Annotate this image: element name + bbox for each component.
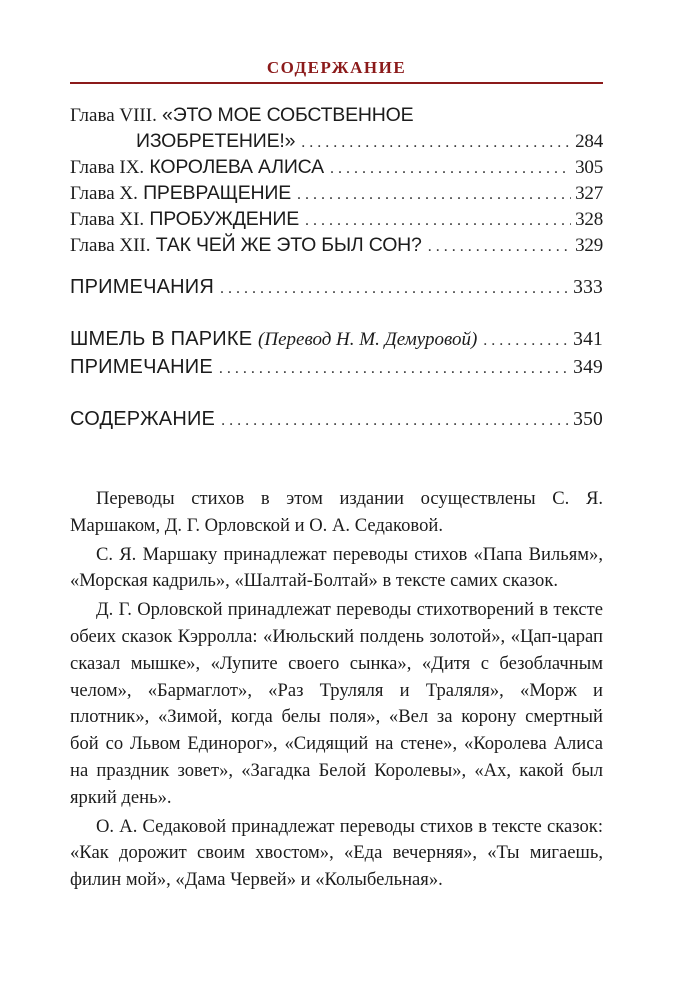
toc-entry-label bbox=[70, 156, 324, 179]
toc-entry-chapter-9[interactable] bbox=[70, 156, 603, 179]
section-title: ПРИМЕЧАНИЕ bbox=[70, 356, 213, 378]
page-number: 305 bbox=[575, 157, 603, 178]
chapter-prefix: Глава XII. bbox=[70, 235, 151, 256]
dot-leader bbox=[305, 212, 571, 230]
page-number: 349 bbox=[573, 357, 603, 378]
page-number: 328 bbox=[575, 209, 603, 230]
header-rule bbox=[70, 82, 603, 84]
chapter-prefix: Глава X. bbox=[70, 183, 138, 204]
chapter-title: КОРОЛЕВА АЛИСА bbox=[149, 156, 324, 178]
toc-entry-label bbox=[70, 104, 413, 127]
toc-entry-chapter-11[interactable] bbox=[70, 208, 603, 231]
chapter-title: ПРОБУЖДЕНИЕ bbox=[149, 208, 300, 230]
section-title: ПРИМЕЧАНИЯ bbox=[70, 276, 215, 298]
dot-leader bbox=[483, 332, 569, 350]
note-paragraph: Переводы стихов в этом издании осуществлены С. Я. Маршаком, Д. Г. Орловской и О. А. Седаковой. bbox=[70, 488, 603, 536]
chapter-title: «ЭТО МОЕ СОБСТВЕННОЕ bbox=[162, 104, 414, 126]
chapter-prefix: Глава IX. bbox=[70, 157, 145, 178]
toc-entry-label bbox=[70, 234, 422, 257]
toc-entry-contents[interactable] bbox=[70, 408, 603, 431]
chapter-title-cont: ИЗОБРЕТЕНИЕ!» bbox=[136, 130, 296, 152]
toc-entry-note[interactable] bbox=[70, 356, 603, 379]
note-paragraph: О. А. Седаковой принадлежат переводы стихов в тексте сказок: «Как дорожит своим хвостом», «Еда вечерняя», «Ты мигаешь, филин мой», «Дама Червей» и «Колыбельная». bbox=[70, 815, 603, 891]
toc-entry-chapter-12[interactable] bbox=[70, 234, 603, 257]
section-title: ШМЕЛЬ В ПАРИКЕ bbox=[70, 328, 253, 350]
toc-entry-label bbox=[70, 208, 299, 231]
chapter-prefix: Глава XI. bbox=[70, 209, 145, 230]
translation-notes bbox=[70, 486, 603, 896]
page-number: 329 bbox=[575, 235, 603, 256]
note-paragraph: Д. Г. Орловской принадлежат переводы стихотворений в тексте обеих сказок Кэрролла: «Июльский полдень золотой», «Цап-царап сказал мышке», «Лупите своего сынка», «Дитя с безоблачным челом», «Бармаглот», «Раз Труляля и Траляля», «Морж и плотник», «Зимой, когда белы поля», «Вел за корону смертный бой со Львом Единорог», «Сидящий на стене», «Королева Алиса на праздник зовет», «Загадка Белой Королевы», «Ах, какой был яркий день». bbox=[70, 599, 603, 808]
toc-entry-label bbox=[70, 328, 477, 351]
dot-leader bbox=[219, 360, 569, 378]
dot-leader bbox=[428, 238, 571, 256]
note-paragraph: С. Я. Маршаку принадлежат переводы стихов «Папа Вильям», «Морская кадриль», «Шалтай-Болтай» в тексте самих сказок. bbox=[70, 543, 603, 592]
dot-leader bbox=[297, 186, 571, 204]
page-number: 284 bbox=[575, 131, 603, 152]
dot-leader bbox=[301, 134, 571, 152]
page-number: 327 bbox=[575, 183, 603, 204]
toc-entry-chapter-8[interactable] bbox=[70, 104, 603, 127]
toc-entry-notes[interactable] bbox=[70, 276, 603, 299]
chapter-title: ТАК ЧЕЙ ЖЕ ЭТО БЫЛ СОН? bbox=[155, 234, 422, 256]
toc-entry-wasp-in-wig[interactable] bbox=[70, 328, 603, 351]
page-number: 333 bbox=[573, 277, 603, 298]
chapter-prefix: Глава VIII. bbox=[70, 105, 157, 126]
toc-entry-chapter-10[interactable] bbox=[70, 182, 603, 205]
toc-entry-chapter-8-cont[interactable] bbox=[70, 130, 603, 153]
dot-leader bbox=[330, 160, 571, 178]
running-header-title: СОДЕРЖАНИЕ bbox=[266, 58, 407, 77]
chapter-title: ПРЕВРАЩЕНИЕ bbox=[143, 182, 292, 204]
toc-entry-label bbox=[70, 182, 291, 205]
translator-note: (Перевод Н. М. Демуровой) bbox=[258, 329, 478, 350]
page-number: 341 bbox=[573, 329, 603, 350]
section-title: СОДЕРЖАНИЕ bbox=[70, 408, 216, 430]
dot-leader bbox=[220, 280, 569, 298]
page-number: 350 bbox=[573, 409, 603, 430]
dot-leader bbox=[221, 412, 569, 430]
